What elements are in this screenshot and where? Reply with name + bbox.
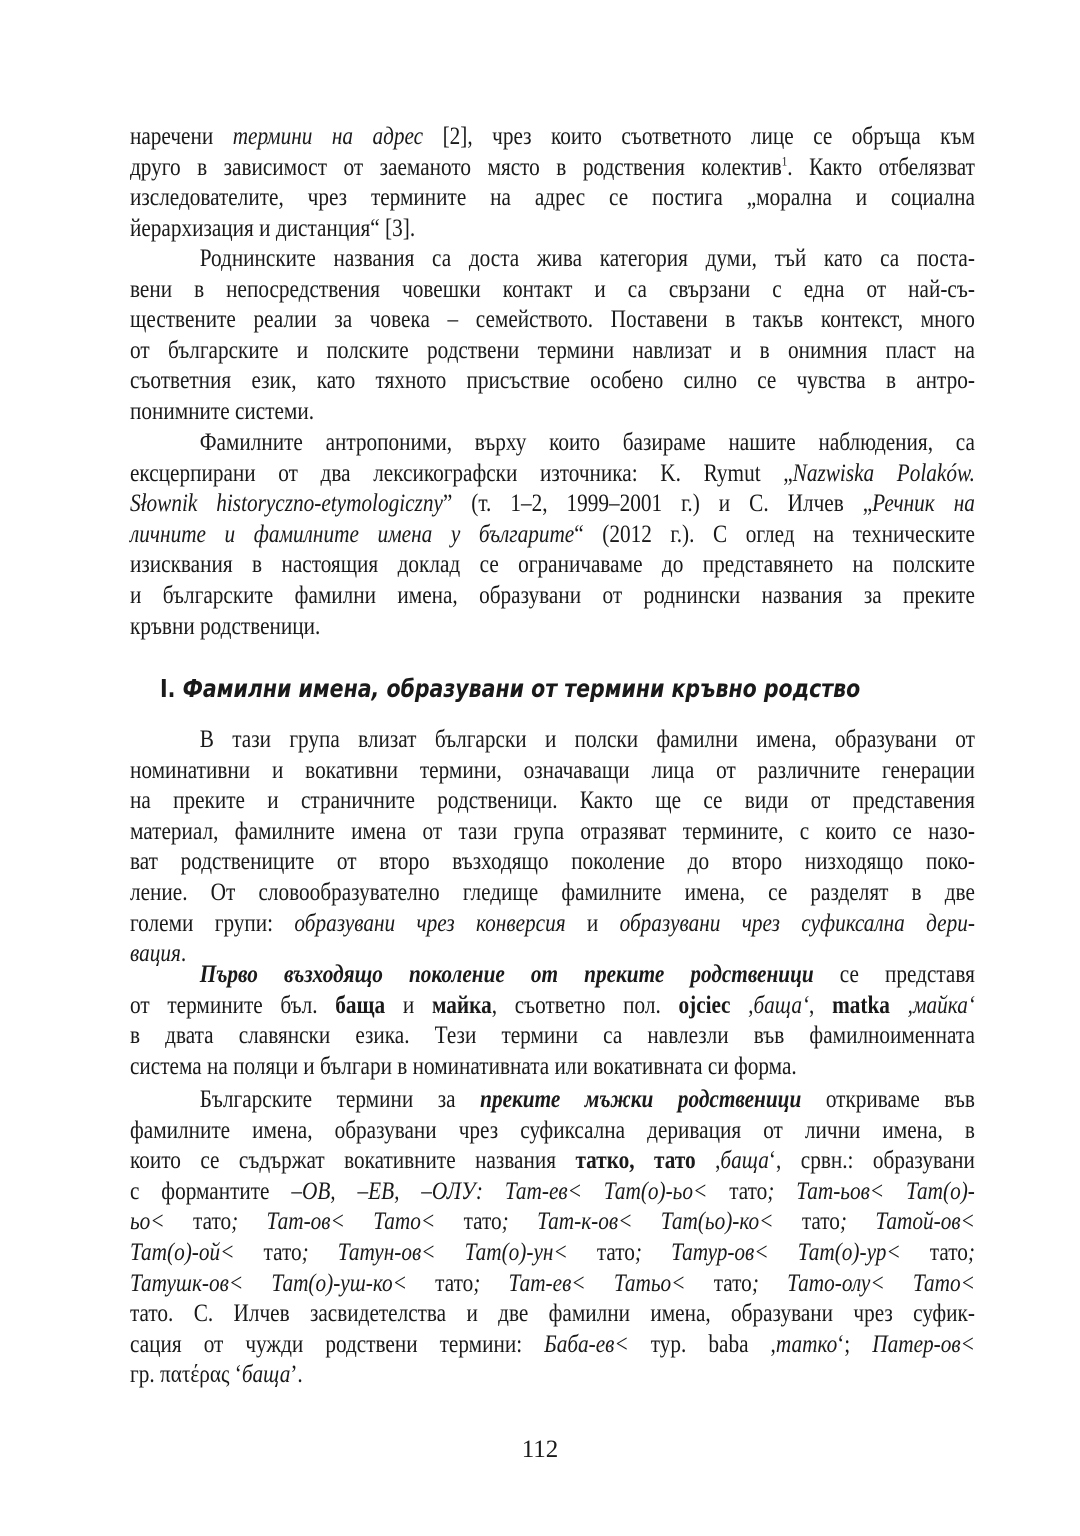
text-run: преките мъжки родственици xyxy=(480,1086,802,1113)
text-line xyxy=(130,847,975,878)
text-run: от термините бъл. xyxy=(130,991,336,1019)
text-line xyxy=(130,459,975,490)
text-run: ‘; xyxy=(837,1330,873,1358)
text-run: Първо възходящо поколение от преките родственици xyxy=(199,961,814,988)
text-line xyxy=(130,909,975,940)
text-run: тато xyxy=(773,1208,840,1236)
text-run: гр. πατέρας ‘ xyxy=(130,1361,242,1389)
text-line xyxy=(130,817,975,848)
text-run: образувани чрез конверсия xyxy=(294,909,566,937)
text-run: –ОВ, –ЕВ, –ОЛУ: Тат-ев< Тат(о)-ьо< xyxy=(291,1177,708,1205)
text-run: ; Тато-олу< Тато< xyxy=(751,1269,975,1297)
text-line xyxy=(130,214,975,245)
text-line xyxy=(130,1021,975,1052)
text-line xyxy=(130,878,975,909)
text-run: изисквания в настоящия доклад се ограничаваме до представянето на полските xyxy=(130,551,975,579)
text-run: термини на адрес xyxy=(232,123,424,150)
text-line xyxy=(130,960,975,991)
text-run: ; Тат-ев< Татьо< xyxy=(473,1269,686,1297)
text-run: и българските фамилни имена, образувани от роднински названия за преките xyxy=(130,581,975,609)
text-run: и xyxy=(565,909,620,937)
text-line xyxy=(130,1360,975,1391)
text-run: Роднинските названия са доста жива категория думи, тъй като са поста- xyxy=(199,245,975,272)
text-run: Патер-ов< xyxy=(872,1330,975,1358)
text-run: номинативни и вокативни термини, означаващи лица от различните генерации xyxy=(130,756,975,784)
section-heading xyxy=(160,674,860,703)
text-run: тато xyxy=(685,1269,752,1297)
text-line xyxy=(130,991,975,1022)
text-run: тур. baba , xyxy=(628,1330,776,1358)
paragraph-terms-of-address xyxy=(130,122,975,244)
text-run: вени в непосредствения човешки контакт и са свързани с една от най-съ- xyxy=(130,275,975,303)
text-line xyxy=(130,1269,975,1300)
text-run: ; Татур-ов< Тат(о)-ур< xyxy=(634,1238,901,1266)
paragraph-first-generation xyxy=(130,960,975,1082)
section-number: I. xyxy=(160,674,176,703)
text-run: ват родствениците от второ възходящо поколение до второ низходящо поко- xyxy=(130,848,975,876)
text-run: , xyxy=(809,991,833,1019)
text-line xyxy=(130,428,975,459)
text-run: Татушк-ов< Тат(о)-уш-ко< xyxy=(130,1269,407,1297)
text-run: материал, фамилните имена от тази група отразяват термините, с които се назо- xyxy=(130,817,975,845)
text-line xyxy=(130,550,975,581)
paragraph-group-description xyxy=(130,725,975,970)
text-run: съответния език, като тяхното присъствие особено силно се чувства в антро- xyxy=(130,367,975,395)
text-run: matka xyxy=(832,991,890,1019)
text-line xyxy=(130,244,975,275)
text-run: тато xyxy=(435,1208,502,1236)
text-line xyxy=(130,1238,975,1269)
text-line xyxy=(130,489,975,520)
text-run: ление. От словообразувателно гледище фамилните имена, се разделят в две xyxy=(130,878,975,906)
paragraph-male-relatives xyxy=(130,1085,975,1391)
paragraph-kinship-names xyxy=(130,244,975,428)
section-title: Фамилни имена, образувани от термини кръвно родство xyxy=(182,674,861,703)
text-run: на преките и страничните родственици. Както ще се види от представения xyxy=(130,787,975,815)
text-run: йерархизация и дистанция“ [3]. xyxy=(130,214,416,242)
text-run: ; Тат-ьов< Тат(о)- xyxy=(767,1177,975,1205)
text-run: образувани чрез суфиксална дери- xyxy=(619,909,975,937)
page-number: 112 xyxy=(521,1436,559,1463)
text-line xyxy=(130,725,975,756)
text-run: , xyxy=(695,1147,721,1175)
text-run: ” (т. 1–2, 1999–2001 г.) и С. Илчев „ xyxy=(442,490,873,518)
text-run: сация от чужди родствени термини: xyxy=(130,1330,545,1358)
text-run: тато xyxy=(707,1177,768,1205)
paragraph-sources xyxy=(130,428,975,642)
text-run: Речник на xyxy=(872,490,975,518)
text-run: тато. С. Илчев засвидетелства и две фамилни имена, образувани чрез суфик- xyxy=(130,1300,975,1328)
text-line xyxy=(130,1052,975,1083)
text-line xyxy=(130,183,975,214)
footnote-marker: 1 xyxy=(781,153,788,169)
text-run: откриваме във xyxy=(801,1086,975,1113)
text-line xyxy=(130,275,975,306)
text-line xyxy=(130,581,975,612)
text-run: , съответно пол. xyxy=(491,991,679,1019)
text-line xyxy=(130,1299,975,1330)
text-run: баща xyxy=(241,1361,291,1389)
text-run: майка xyxy=(431,991,492,1019)
text-run: и xyxy=(385,991,432,1019)
text-line xyxy=(130,122,975,153)
text-run: друго в зависимост от заеманото място в родствения колектив xyxy=(130,153,782,181)
text-run: тато xyxy=(406,1269,474,1297)
text-line xyxy=(130,1146,975,1177)
text-run xyxy=(890,992,908,1019)
text-run: които се съдържат вокативните названия xyxy=(130,1147,576,1175)
text-line xyxy=(130,756,975,787)
text-run: ; Тат-к-ов< Тат(ьо)-ко< xyxy=(501,1208,774,1236)
text-line xyxy=(130,366,975,397)
text-run: ; xyxy=(967,1238,975,1266)
text-run: татко, тато xyxy=(575,1147,696,1175)
text-run: ’. xyxy=(290,1361,303,1389)
text-run: . xyxy=(180,940,187,968)
text-run: баща xyxy=(335,991,386,1019)
text-run: “ (2012 г.). С оглед на техническите xyxy=(574,520,975,548)
text-run: баща xyxy=(720,1147,769,1175)
text-run: понимните системи. xyxy=(130,397,315,425)
text-run: Тат(о)-ой< xyxy=(130,1238,235,1266)
text-run: Фамилните антропоними, върху които базираме нашите наблюдения, са xyxy=(199,429,975,456)
text-run: големи групи: xyxy=(130,909,295,937)
text-line xyxy=(130,612,975,643)
text-run: ексцерпирани от два лексикографски източника: K. Rymut „ xyxy=(130,459,793,487)
text-run: ; Тат-ов< Тато< xyxy=(231,1208,436,1236)
text-run: ,майка‘ xyxy=(907,991,975,1019)
text-line xyxy=(130,397,975,428)
text-line xyxy=(130,1116,975,1147)
text-run: Баба-ев< xyxy=(544,1330,629,1358)
text-run: [2], чрез които съответното лице се обръща към xyxy=(423,123,975,150)
text-line xyxy=(130,520,975,551)
text-run: Słownik historyczno-etymologiczny xyxy=(130,490,443,518)
text-run: . Както отбелязват xyxy=(787,153,975,181)
text-line xyxy=(130,153,975,184)
text-run: в двата славянски езика. Тези термини са навлезли във фамилноименната xyxy=(130,1022,975,1050)
text-run: наречени xyxy=(130,123,233,150)
text-line xyxy=(130,1085,975,1116)
text-run: ; Татой-ов< xyxy=(839,1208,975,1236)
text-line xyxy=(130,1207,975,1238)
text-run: ьо< xyxy=(130,1208,165,1236)
text-line xyxy=(130,1177,975,1208)
text-line xyxy=(130,305,975,336)
text-run: тато xyxy=(567,1238,635,1266)
text-run: тато xyxy=(900,1238,968,1266)
text-run: тато xyxy=(164,1208,232,1236)
text-run: татко xyxy=(775,1330,838,1358)
text-run: Nazwiska Polaków. xyxy=(792,459,975,487)
text-run: ojciec xyxy=(678,991,731,1019)
text-run: с формантите xyxy=(130,1177,292,1205)
text-line xyxy=(130,336,975,367)
text-run: изследователите, чрез термините на адрес се постига „морална и социална xyxy=(130,184,975,212)
text-run: В тази група влизат български и полски фамилни имена, образувани от xyxy=(199,726,975,753)
text-run: от българските и полските родствени термини навлизат и в онимния пласт на xyxy=(130,336,975,364)
text-run: Българските термини за xyxy=(199,1086,481,1113)
text-line xyxy=(130,786,975,817)
text-run: вация xyxy=(130,940,181,968)
text-run xyxy=(730,992,748,1019)
text-run: ,баща‘ xyxy=(748,991,810,1019)
text-run: фамилните имена, образувани чрез суфиксална деривация от лични имена, в xyxy=(130,1116,975,1144)
text-run: се представя xyxy=(813,961,975,988)
text-run: ‘, срвн.: образувани xyxy=(768,1147,975,1175)
text-run: личните и фамилните имена у българите xyxy=(130,520,575,548)
text-line xyxy=(130,1330,975,1361)
text-run: ; Татун-ов< Тат(о)-ун< xyxy=(301,1238,568,1266)
text-run: тато xyxy=(234,1238,302,1266)
text-run: ществените реалии за човека – семейството. Поставени в такъв контекст, много xyxy=(130,306,975,334)
text-run: кръвни родственици. xyxy=(130,612,321,640)
text-run: система на поляци и българи в номинативната или вокативната си форма. xyxy=(130,1052,797,1080)
